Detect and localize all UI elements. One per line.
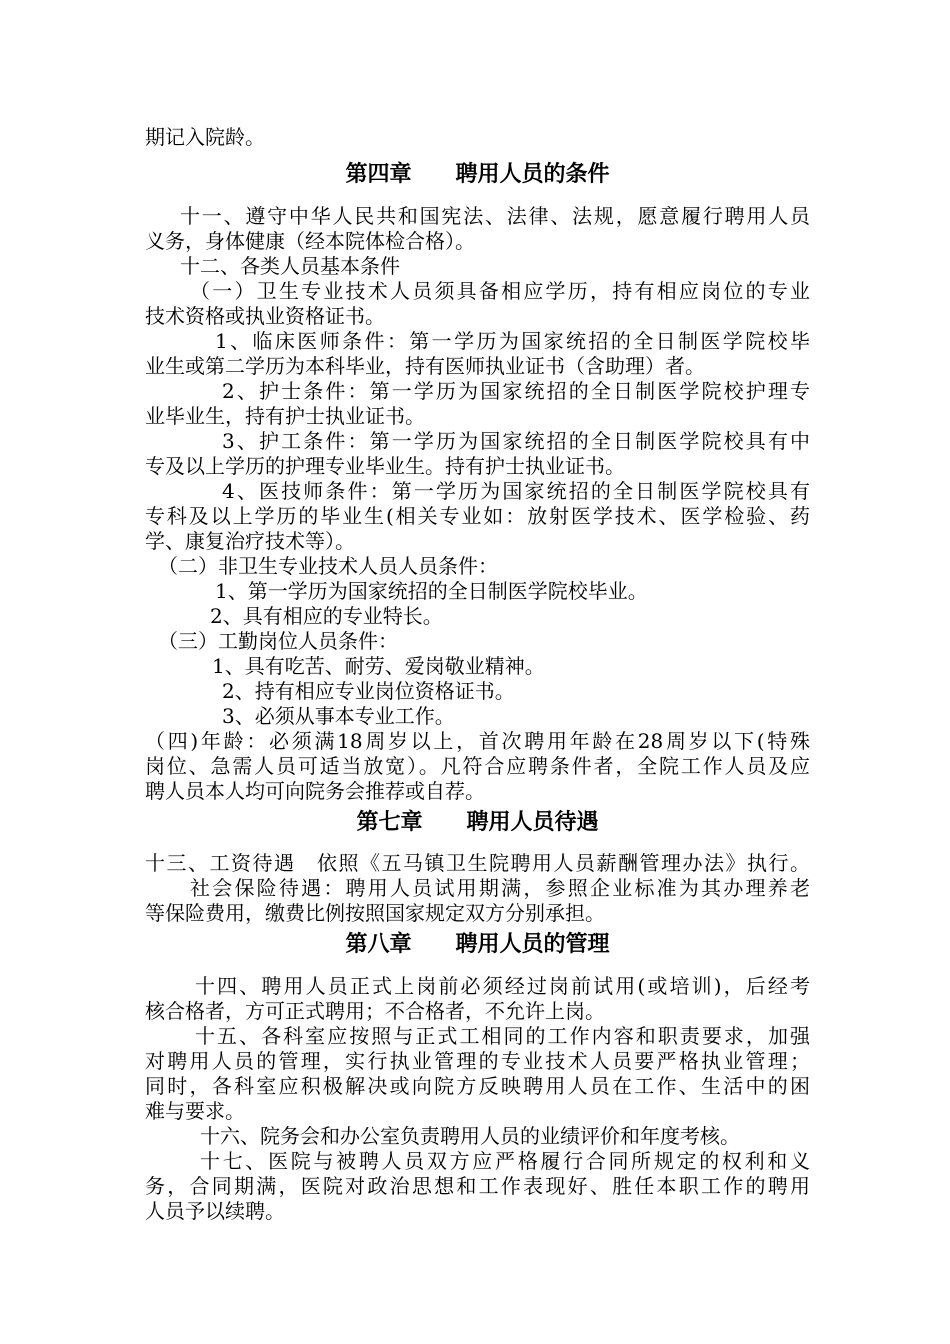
- chapter-heading: 第四章 聘用人员的条件: [345, 162, 610, 187]
- body-text-line: 十二、各类人员基本条件: [180, 254, 400, 278]
- body-text-line: 2、具有相应的专业特长。: [210, 604, 443, 628]
- body-text-line: 专及以上学历的护理专业毕业生。持有护士执业证书。: [145, 454, 625, 478]
- body-text-line: （三）工勤岗位人员条件：: [158, 629, 398, 653]
- chapter-heading: 第七章 聘用人员待遇: [356, 810, 599, 835]
- body-text-line: 2、持有相应专业岗位资格证书。: [222, 679, 515, 703]
- body-text-line: 十三、工资待遇 依照《五马镇卫生院聘用人员薪酬管理办法》执行。: [145, 851, 810, 875]
- body-text-line: 聘人员本人均可向院务会推荐或自荐。: [145, 779, 485, 803]
- body-text-line: 同时，各科室应积极解决或向院方反映聘用人员在工作、生活中的困: [145, 1074, 810, 1098]
- body-text-line: （四)年龄：必须满18周岁以上，首次聘用年龄在28周岁以下(特殊: [145, 729, 810, 753]
- body-text-line: （一）卫生专业技术人员须具备相应学历，持有相应岗位的专业: [190, 279, 810, 303]
- body-text-line: 1、具有吃苦、耐劳、爱岗敬业精神。: [212, 654, 545, 678]
- body-text-line: 期记入院龄。: [145, 125, 265, 149]
- body-text-line: 业毕业生，持有护士执业证书。: [145, 404, 425, 428]
- body-text-line: 业生或第二学历为本科毕业，持有医师执业证书（含助理）者。: [145, 354, 705, 378]
- body-text-line: 等保险费用，缴费比例按照国家规定双方分别承担。: [145, 901, 605, 925]
- body-text-line: 十五、各科室应按照与正式工相同的工作内容和职责要求，加强: [195, 1024, 810, 1048]
- body-text-line: 十一、遵守中华人民共和国宪法、法律、法规，愿意履行聘用人员: [180, 204, 810, 228]
- body-text-line: 人员予以续聘。: [145, 1199, 285, 1223]
- body-text-line: 十七、医院与被聘人员双方应严格履行合同所规定的权利和义: [200, 1149, 810, 1173]
- body-text-line: 2、护士条件：第一学历为国家统招的全日制医学院校护理专: [222, 379, 810, 403]
- body-text-line: 难与要求。: [145, 1099, 245, 1123]
- body-text-line: 义务，身体健康（经本院体检合格）。: [145, 229, 475, 253]
- body-text-line: 十六、院务会和办公室负责聘用人员的业绩评价和年度考核。: [200, 1124, 740, 1148]
- body-text-line: 社会保险待遇：聘用人员试用期满，参照企业标准为其办理养老: [190, 876, 810, 900]
- body-text-line: 4、医技师条件：第一学历为国家统招的全日制医学院校具有: [222, 479, 810, 503]
- body-text-line: 3、必须从事本专业工作。: [222, 704, 455, 728]
- body-text-line: 学、康复治疗技术等）。: [145, 529, 355, 553]
- body-text-line: （二）非卫生专业技术人员人员条件：: [158, 554, 498, 578]
- body-text-line: 对聘用人员的管理，实行执业管理的专业技术人员要严格执业管理；: [145, 1049, 810, 1073]
- body-text-line: 核合格者，方可正式聘用；不合格者，不允许上岗。: [145, 999, 605, 1023]
- chapter-heading: 第八章 聘用人员的管理: [345, 932, 610, 957]
- body-text-line: 十四、聘用人员正式上岗前必须经过岗前试用(或培训)，后经考: [195, 974, 810, 998]
- body-text-line: 专科及以上学历的毕业生(相关专业如：放射医学技术、医学检验、药: [145, 504, 810, 528]
- body-text-line: 岗位、急需人员可适当放宽）。凡符合应聘条件者，全院工作人员及应: [145, 754, 810, 778]
- body-text-line: 技术资格或执业资格证书。: [145, 304, 385, 328]
- body-text-line: 1、临床医师条件：第一学历为国家统招的全日制医学院校毕: [215, 329, 810, 353]
- body-text-line: 务，合同期满，医院对政治思想和工作表现好、胜任本职工作的聘用: [145, 1174, 810, 1198]
- body-text-line: 3、护工条件：第一学历为国家统招的全日制医学院校具有中: [222, 429, 810, 453]
- body-text-line: 1、第一学历为国家统招的全日制医学院校毕业。: [215, 579, 648, 603]
